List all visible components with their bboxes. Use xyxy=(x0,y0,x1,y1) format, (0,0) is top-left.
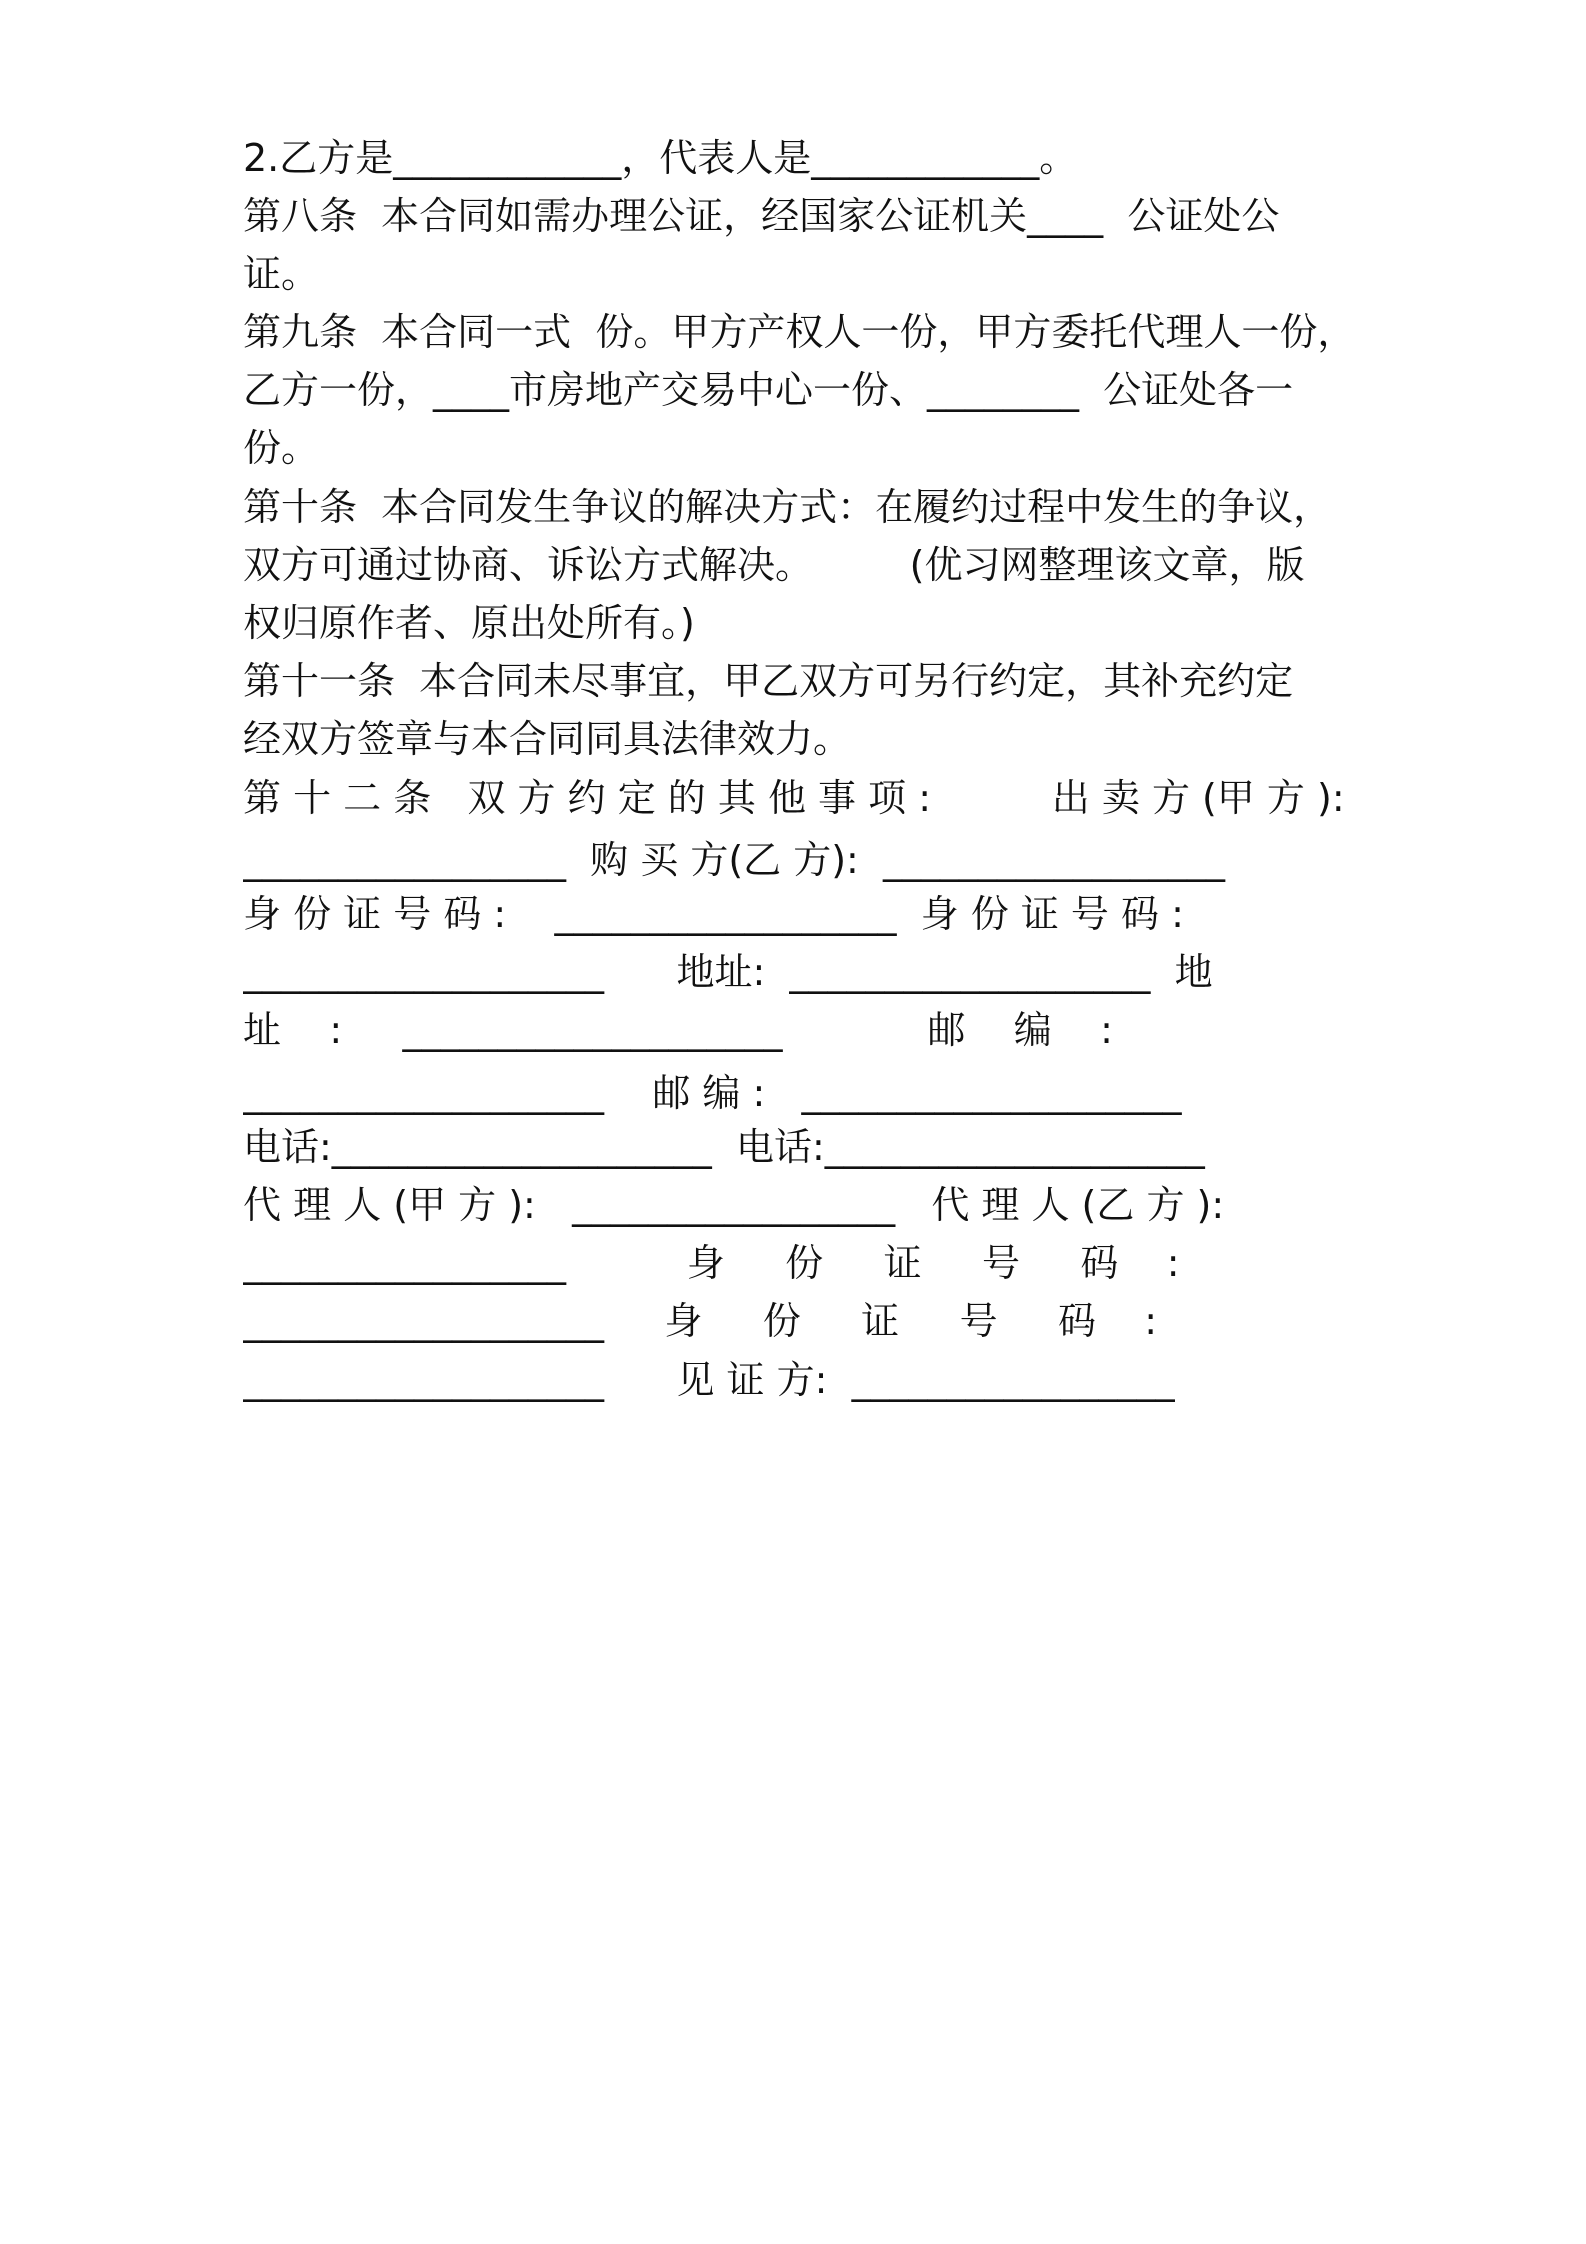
doc-line-article-9-cont: 乙方一份，____市房地产交易中心一份、________ 公证处各一 xyxy=(243,368,1294,412)
doc-line-address: ___________________ 地址: ___________________ 地 xyxy=(243,950,1213,994)
doc-line-article-11-cont: 经双方签章与本合同同具法律效力。 xyxy=(243,717,852,761)
doc-line-id-number: 身 份 证 号 码 : __________________ 身 份 证 号 码 : xyxy=(243,892,1184,936)
doc-line-buyer: _________________ 购 买 方(乙 方): __________________ xyxy=(243,838,1226,882)
doc-line-article-10: 第十条 本合同发生争议的解决方式：在履约过程中发生的争议， xyxy=(243,485,1332,529)
doc-line-postcode: 址 : ____________________ 邮 编 : xyxy=(243,1008,1113,1052)
doc-line-article-12: 第 十 二 条 双 方 约 定 的 其 他 事 项 : 出 卖 方 (甲 方 ): xyxy=(243,776,1345,820)
doc-line-witness: ___________________ 见 证 方: _________________ xyxy=(243,1358,1175,1402)
doc-line-agent-id: _________________ 身 份 证 号 码 : xyxy=(243,1241,1180,1285)
doc-line-article-8: 第八条 本合同如需办理公证，经国家公证机关____ 公证处公 xyxy=(243,194,1280,238)
doc-line-agent-id-b: ___________________ 身 份 证 号 码 : xyxy=(243,1299,1158,1343)
doc-line-article-11: 第十一条 本合同未尽事宜，甲乙双方可另行约定，其补充约定 xyxy=(243,659,1294,703)
doc-line-article-9: 第九条 本合同一式 份。甲方产权人一份，甲方委托代理人一份， xyxy=(243,310,1355,354)
doc-line-agent: 代 理 人 (甲 方 ): _________________ 代 理 人 (乙 方 ): xyxy=(243,1183,1225,1227)
doc-line-article-8-cont: 证。 xyxy=(243,252,320,296)
doc-line-article-10-cont: 双方可通过协商、诉讼方式解决。 (优习网整理该文章，版 xyxy=(243,543,1305,587)
doc-line-article-10-end: 权归原作者、原出处所有。) xyxy=(243,601,695,645)
doc-line-article-9-end: 份。 xyxy=(243,426,320,470)
doc-line-party-b: 2.乙方是____________，代表人是____________。 xyxy=(243,136,1078,180)
doc-line-postcode-b: ___________________ 邮 编 : ____________________ xyxy=(243,1071,1182,1115)
doc-line-phone: 电话:____________________ 电话:____________________ xyxy=(243,1125,1205,1169)
